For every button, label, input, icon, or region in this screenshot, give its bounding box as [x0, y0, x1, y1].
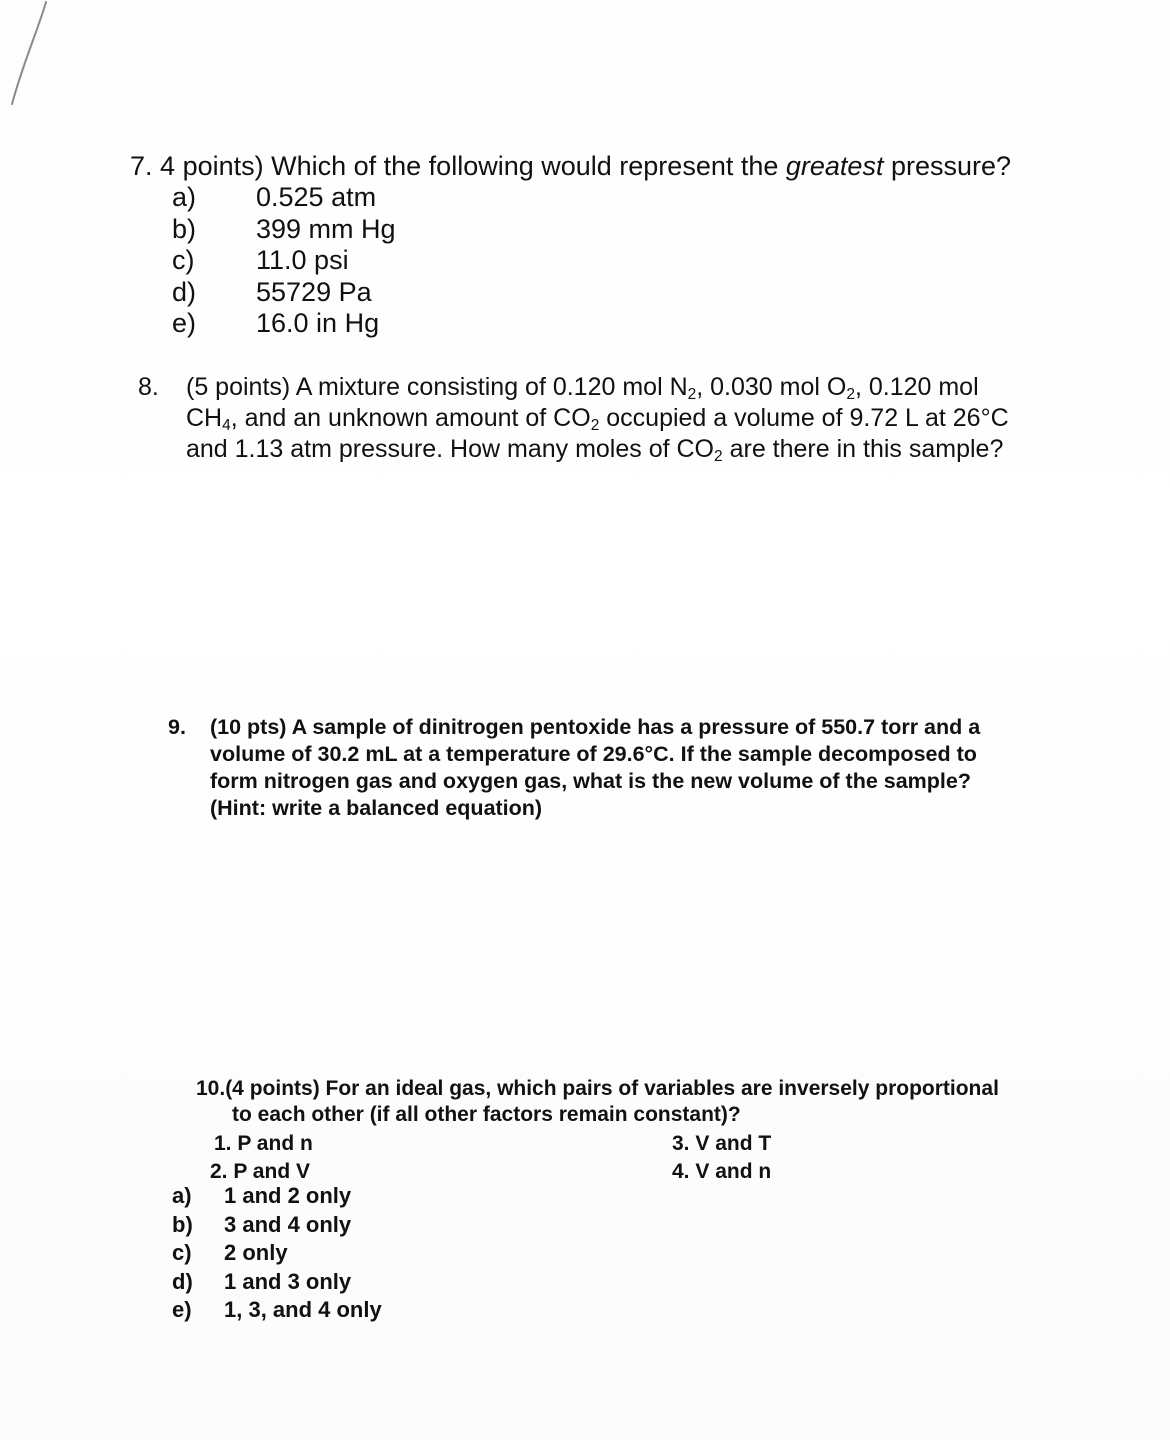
- question-10-answers: [172, 1182, 382, 1325]
- question-9-text: (10 pts) A sample of dinitrogen pentoxide has a pressure of 550.7 torr and a: [210, 715, 981, 739]
- option-letter: a): [172, 182, 197, 212]
- variable-pairs: [196, 1130, 1026, 1186]
- answer-letter: e): [172, 1297, 192, 1322]
- answer-letter: b): [172, 1211, 193, 1237]
- question-10-line-1: 10.(4 points) For an ideal gas, which pairs of variables are inversely proportional: [196, 1077, 999, 1100]
- answer-text: 1 and 3 only: [224, 1268, 352, 1294]
- question-8-text: and 1.13 atm pressure. How many moles of CO: [186, 435, 715, 463]
- question-8-line-2: [138, 403, 1009, 434]
- question-8-text: CH: [186, 404, 223, 432]
- option-letter: b): [172, 213, 197, 244]
- question-7-stem-text-b: pressure?: [883, 151, 1012, 181]
- answer-option-e: [172, 1296, 382, 1325]
- subscript: 2: [590, 416, 600, 434]
- question-7-emphasis: greatest: [785, 151, 884, 181]
- option-value: 0.525 atm: [256, 182, 377, 212]
- subscript: 2: [687, 385, 697, 403]
- option-letter: e): [172, 308, 197, 338]
- question-10-line-2: to each other (if all other factors remain constant)?: [232, 1103, 741, 1126]
- question-9-text: (Hint: write a balanced equation): [210, 796, 543, 820]
- subscript: 2: [846, 385, 855, 403]
- question-7-option-a: [130, 182, 1011, 214]
- answer-letter: a): [172, 1183, 192, 1208]
- option-letter: d): [172, 276, 197, 307]
- answer-text: 3 and 4 only: [224, 1211, 352, 1237]
- question-7-stem: [130, 150, 1011, 182]
- option-value: 16.0 in Hg: [256, 308, 380, 338]
- question-7-option-e: [130, 308, 1011, 340]
- question-8-line-3: [138, 434, 1009, 465]
- answer-option-b: [172, 1211, 382, 1240]
- question-8-number: 8.: [138, 373, 159, 401]
- question-8-text: , 0.120 mol: [854, 373, 979, 401]
- question-8-text: (5 points) A mixture consisting of 0.120 mol N: [186, 373, 688, 401]
- option-value: 11.0 psi: [256, 245, 349, 275]
- pair-item: 3. V and T: [672, 1132, 772, 1155]
- answer-option-c: [172, 1239, 382, 1268]
- answer-text: 1 and 2 only: [224, 1183, 352, 1208]
- question-9-line-3: [168, 768, 980, 795]
- answer-text: 1, 3, and 4 only: [224, 1297, 382, 1322]
- question-8-text: , 0.030 mol O: [696, 373, 847, 401]
- pair-item: 2. P and V: [210, 1160, 310, 1183]
- subscript: 4: [222, 416, 231, 434]
- question-7-stem-text-a: 4 points) Which of the following would represent the: [160, 151, 786, 181]
- question-9-text: volume of 30.2 mL at a temperature of 29.6°C. If the sample decomposed to: [210, 742, 977, 766]
- question-9-text: form nitrogen gas and oxygen gas, what is the new volume of the sample?: [210, 769, 971, 793]
- answer-text: 2 only: [224, 1240, 288, 1265]
- question-7-option-d: [130, 277, 1011, 309]
- question-9-line-4: [168, 795, 980, 822]
- answer-letter: c): [172, 1240, 192, 1265]
- question-8: [138, 372, 1009, 465]
- question-9-number: 9.: [168, 715, 186, 739]
- option-value: 399 mm Hg: [256, 213, 396, 244]
- question-7-option-b: [130, 214, 1011, 246]
- pair-item: 4. V and n: [672, 1160, 772, 1183]
- answer-option-a: [172, 1182, 382, 1211]
- option-value: 55729 Pa: [256, 276, 372, 307]
- question-7: [130, 150, 1011, 340]
- question-8-line-1: [138, 372, 1009, 403]
- answer-letter: d): [172, 1268, 193, 1294]
- pen-stroke-mark: [0, 0, 70, 120]
- question-10: [172, 1076, 1026, 1322]
- option-letter: c): [172, 245, 195, 275]
- question-7-option-c: [130, 245, 1011, 277]
- question-9-line-2: [168, 741, 980, 768]
- question-8-text: are there in this sample?: [722, 435, 1004, 463]
- answer-option-d: [172, 1268, 382, 1297]
- question-7-number: 7.: [130, 151, 153, 181]
- subscript: 2: [714, 447, 723, 465]
- question-9: [168, 714, 980, 822]
- question-8-text: , and an unknown amount of CO: [230, 404, 591, 432]
- question-8-text: occupied a volume of 9.72 L at 26°C: [599, 404, 1009, 432]
- pair-item: 1. P and n: [214, 1132, 313, 1155]
- question-9-line-1: [168, 714, 980, 741]
